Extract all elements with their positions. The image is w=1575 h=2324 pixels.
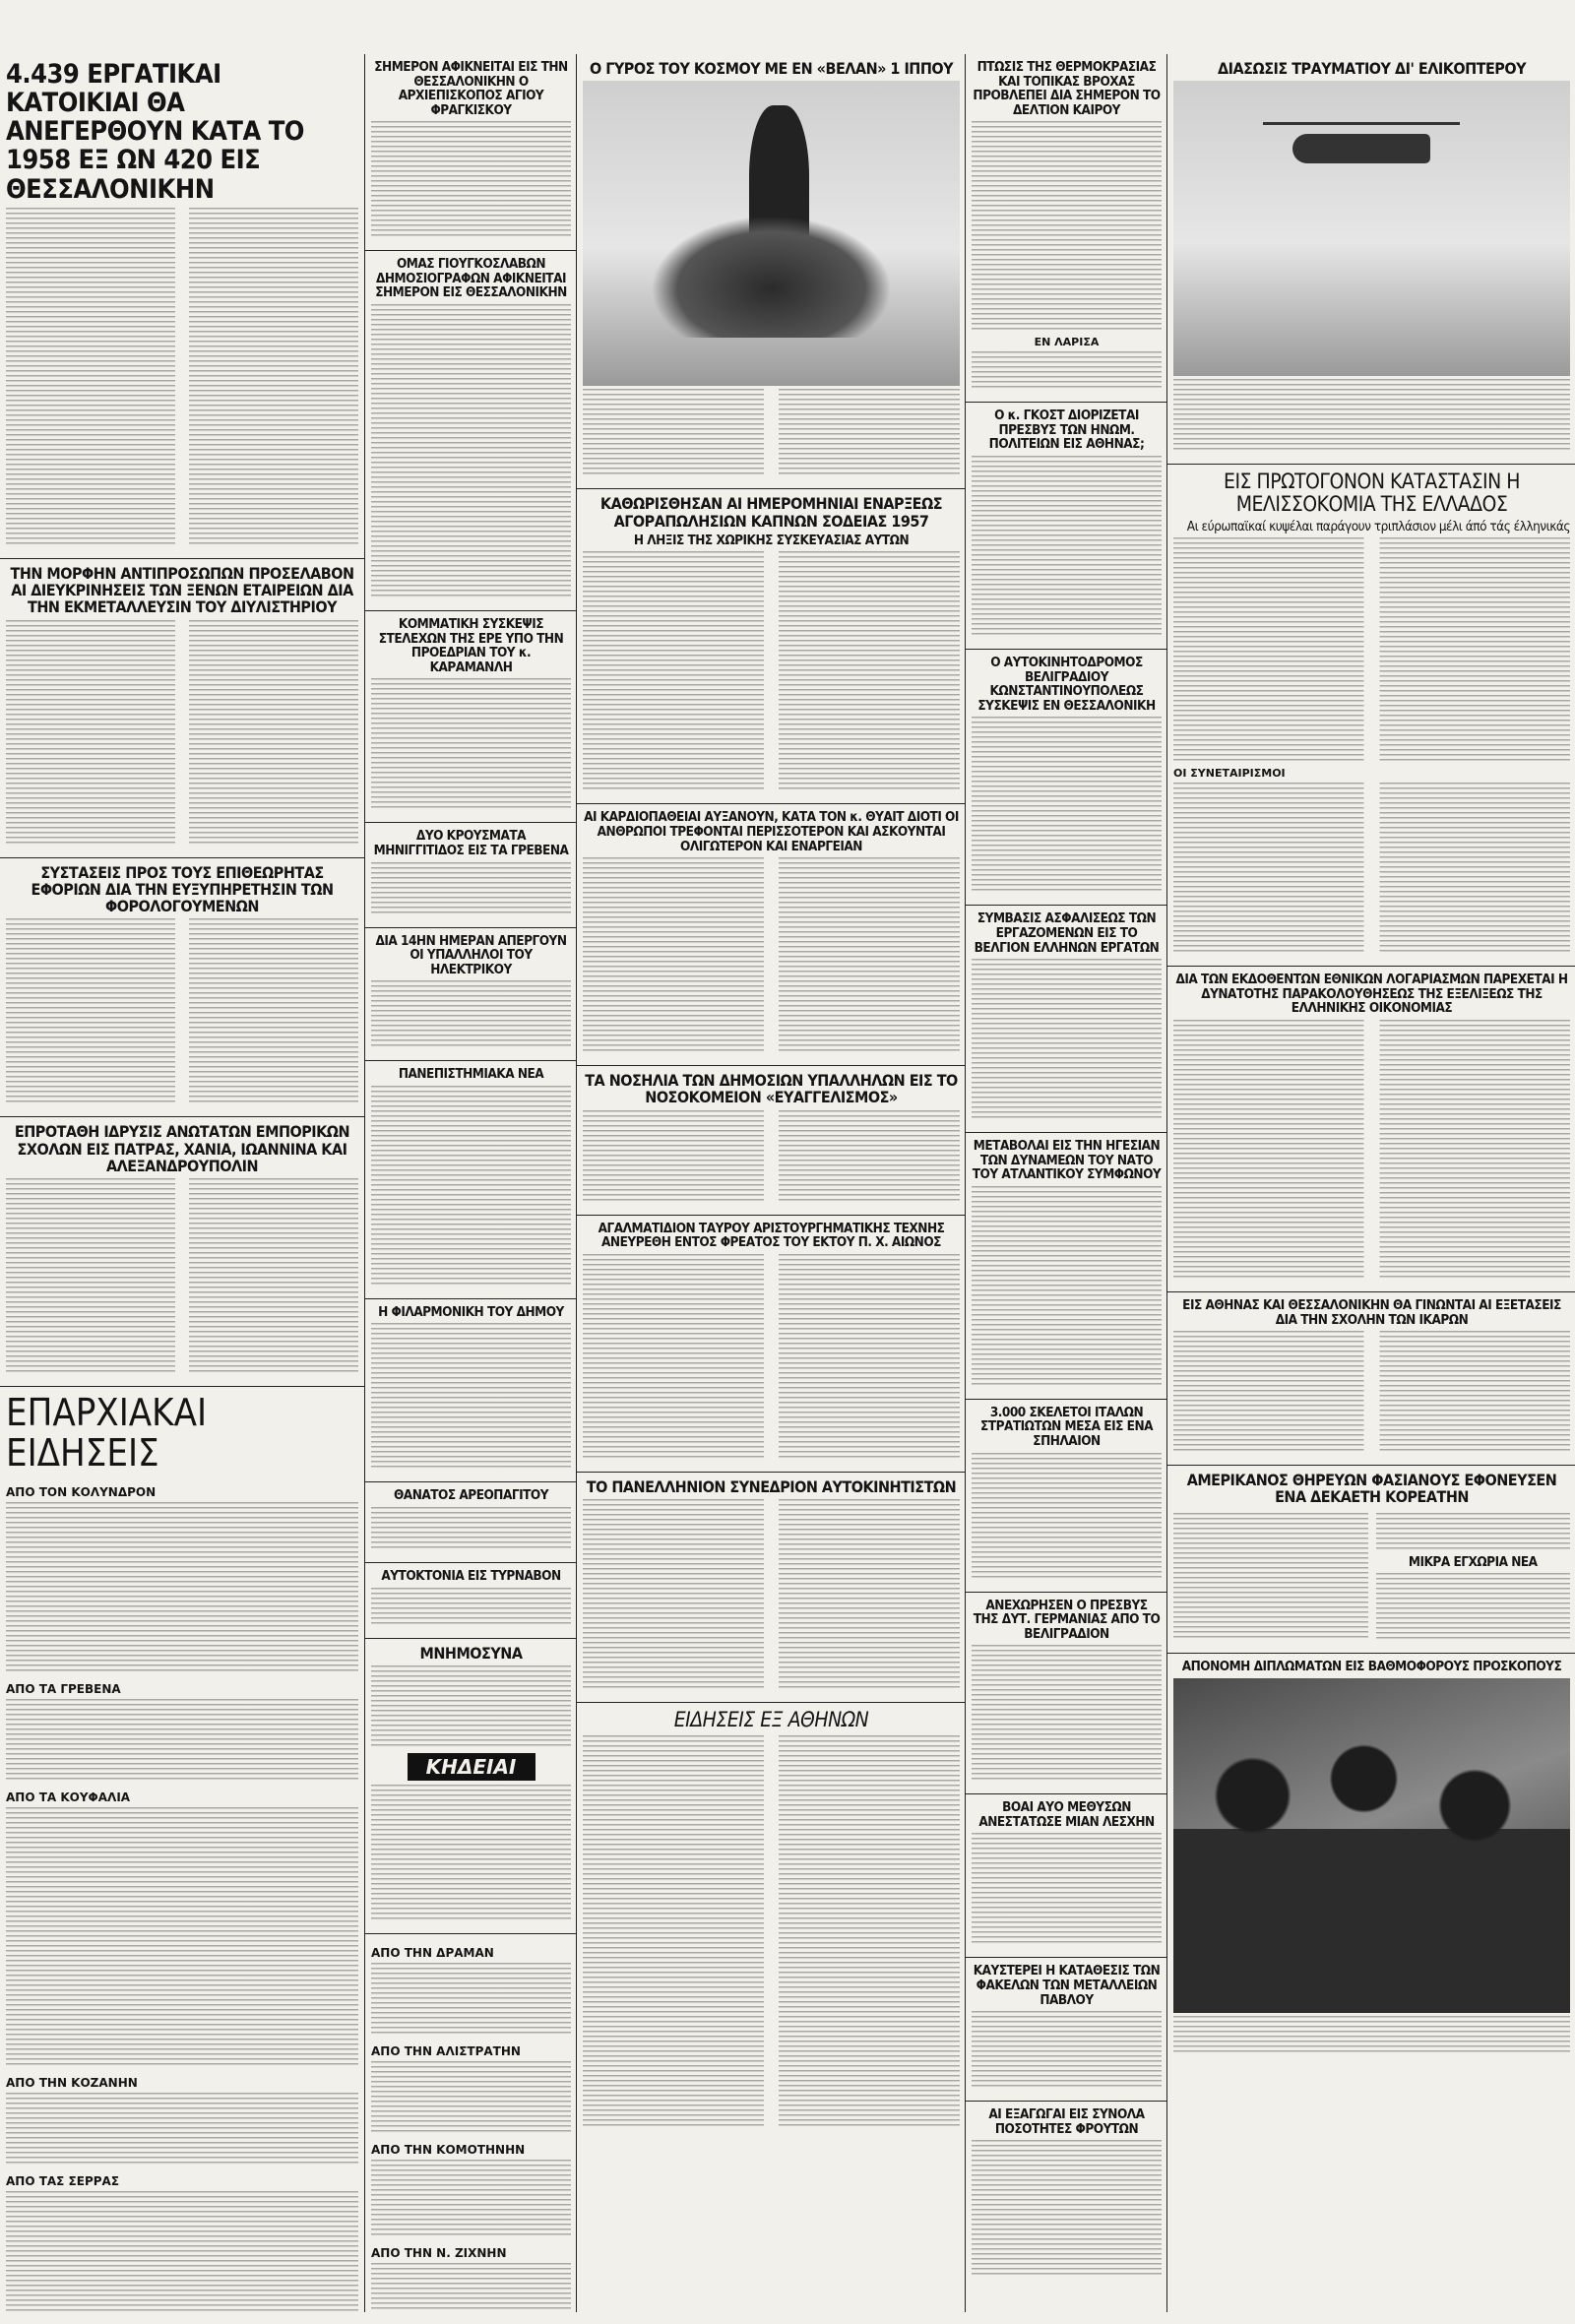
body-cooperatives — [1173, 783, 1570, 955]
story-drunks — [966, 1794, 1167, 1958]
body-university — [371, 1086, 571, 1288]
subheadline-beekeeping: Αι εύρωπαϊκαί κυψέλαι παράγουν τριπλάσιον μέλι άπό τάς έλληνικάς — [1186, 518, 1570, 534]
story-bull-statuette — [577, 1216, 966, 1473]
body-journalists — [371, 304, 571, 599]
story-fruit-exports — [966, 2102, 1167, 2289]
caption-scouts — [1173, 2016, 1570, 2055]
headline-motorists-congress: ΤΟ ΠΑΝΕΛΛΗΝΙΟΝ ΣΥΝΕΔΡΙΟΝ ΑΥΤΟΚΙΝΗΤΙΣΤΩΝ — [586, 1476, 957, 1496]
local-news-box — [1376, 1510, 1571, 1646]
headline-helicopter: ΔΙΑΣΩΣΙΣ ΤΡΑΥΜΑΤΙΟΥ ΔΙ' ΕΛΙΚΟΠΤΕΡΟΥ — [1218, 59, 1526, 78]
headline-highway: Ο ΑΥΤΟΚΙΝΗΤΟΔΡΟΜΟΣ ΒΕΛΙΓΡΑΔΙΟΥ ΚΩΝΣΤΑΝΤΙΝΟΥΠΟΛΕΩΣ ΣΥΣΚΕΨΙΣ ΕΝ ΘΕΣΣΑΛΟΝΙΚΗ — [977, 655, 1156, 714]
body-nato — [972, 1186, 1162, 1388]
body-pheasant-hunter-cont — [1376, 1513, 1571, 1552]
body-mines — [972, 2011, 1162, 2090]
headline-drunks: ΒΟΑΙ ΑΥΟ ΜΕΘΥΣΩΝ ΑΝΕΣΤΑΤΩΣΕ ΜΙΑΝ ΛΕΣΧΗΝ — [978, 1799, 1155, 1830]
photo-helicopter — [1173, 81, 1570, 376]
body-world-tour — [583, 389, 960, 477]
headline-philharmonic: Η ΦΙΛΑΡΜΟΝΙΚΗ ΤΟΥ ΔΗΜΟΥ — [378, 1303, 564, 1320]
story-icarus-school — [1167, 1292, 1575, 1466]
body-pheasant-hunter — [1173, 1513, 1368, 1641]
body-philharmonic — [371, 1323, 571, 1471]
body-drunks — [972, 1833, 1162, 1946]
headline-insurance: ΣΥΜΒΑΣΙΣ ΑΣΦΑΛΙΣΕΩΣ ΤΩΝ ΕΡΓΑΖΟΜΕΝΩΝ ΕΙΣ ΤΟ ΒΕΛΓΙΟΝ ΕΛΛΗΝΩΝ ΕΡΓΑΤΩΝ — [974, 911, 1160, 956]
body-commercial-schools — [6, 1178, 358, 1375]
story-philharmonic — [365, 1299, 577, 1483]
story-ambassador — [966, 403, 1167, 650]
body-judge-death — [371, 1507, 571, 1551]
subhead-serres: ΑΠΟ ΤΑΣ ΣΕΡΡΑΣ — [6, 2174, 120, 2189]
headline-scouts: ΑΠΟΝΟΜΗ ΔΙΠΛΩΜΑΤΩΝ ΕΙΣ ΒΑΘΜΟΦΟΡΟΥΣ ΠΡΟΣΚΟΠΟΥΣ — [1181, 1659, 1562, 1675]
story-pheasant-hunter — [1167, 1466, 1575, 1654]
story-tax-offices — [0, 858, 364, 1118]
body-kolyndros — [6, 1502, 358, 1674]
story-athens-news — [577, 1703, 966, 2140]
story-skeletons — [966, 1400, 1167, 1593]
body-zichni — [371, 2263, 571, 2312]
body-archbishop — [371, 121, 571, 239]
headline-refinery: ΤΗΝ ΜΟΡΦΗΝ ΑΝΤΙΠΡΟΣΩΠΩΝ ΠΡΟΣΕΛΑΒΟΝ ΑΙ ΔΙΕΥΚΡΙΝΗΣΕΙΣ ΤΩΝ ΞΕΝΩΝ ΕΤΑΙΡΕΙΩΝ ΔΙΑ ΤΗΝ ΕΚΜΕΤΑΛΛΕΥΣΙΝ ΤΟΥ ΔΙΥΛΙΣΤΗΡΙΟΥ — [10, 563, 354, 617]
body-ambassador-departs — [972, 1645, 1162, 1783]
lead-headline: 4.439 ΕΡΓΑΤΙΚΑΙ ΚΑΤΟΙΚΙΑΙ ΘΑ ΑΝΕΓΕΡΘΟΥΝ ΚΑΤΑ ΤΟ 1958 ΕΞ ΩΝ 420 ΕΙΣ ΘΕΣΣΑΛΟΝΙΚΗΝ — [6, 59, 304, 205]
headline-memorials: ΜΝΗΜΟΣΥΝΑ — [419, 1643, 523, 1663]
body-skeletons — [972, 1453, 1162, 1581]
headline-skeletons: 3.000 ΣΚΕΛΕΤΟΙ ΙΤΑΛΩΝ ΣΤΡΑΤΙΩΤΩΝ ΜΕΣΑ ΕΙΣ ΕΝΑ ΣΠΗΛΑΙΟΝ — [979, 1404, 1154, 1449]
funerals-box: ΚΗΔΕΙΑΙ — [408, 1753, 536, 1781]
kicker-cooperatives: ΟΙ ΣΥΝΕΤΑΙΡΙΣΜΟΙ — [1173, 767, 1286, 781]
provincial-news-banner: ΕΠΑΡΧΙΑΚΑΙ ΕΙΔΗΣΕΙΣ — [6, 1391, 208, 1476]
body-meningitis — [371, 862, 571, 916]
headline-party-meeting: ΚΟΜΜΑΤΙΚΗ ΣΥΣΚΕΨΙΣ ΣΤΕΛΕΧΩΝ ΤΗΣ ΕΡΕ ΥΠΟ ΤΗΝ ΠΡΟΕΔΡΙΑΝ ΤΟΥ κ. ΚΑΡΑΜΑΝΛΗ — [378, 616, 564, 675]
headline-athens-news: ΕΙΔΗΣΕΙΣ ΕΞ ΑΘΗΝΩΝ — [673, 1708, 869, 1732]
headline-judge-death: ΘΑΝΑΤΟΣ ΑΡΕΟΠΑΓΙΤΟΥ — [393, 1487, 549, 1504]
story-suicide — [365, 1563, 577, 1639]
body-highway — [972, 717, 1162, 894]
body-motorists-congress — [583, 1499, 960, 1691]
story-motorists-congress — [577, 1473, 966, 1703]
headline-commercial-schools: ΕΠΡΟΤΑΘΗ ΙΔΡΥΣΙΣ ΑΝΩΤΑΤΩΝ ΕΜΠΟΡΙΚΩΝ ΣΧΟΛΩΝ ΕΙΣ ΠΑΤΡΑΣ, ΧΑΝΙΑ, ΙΩΑΝΝΙΝΑ ΚΑΙ ΑΛΕΞΑΝΔΡΟΥΠΟΛΙΝ — [14, 1122, 350, 1175]
body-koufalia — [6, 1807, 358, 2068]
story-mines — [966, 1958, 1167, 2102]
body-strike — [371, 980, 571, 1049]
subhead-koufalia: ΑΠΟ ΤΑ ΚΟΥΦΑΛΙΑ — [6, 1790, 131, 1805]
body-hospital-fees — [583, 1110, 960, 1204]
headline-fruit-exports: ΑΙ ΕΞΑΓΩΓΑΙ ΕΙΣ ΣΥΝΟΛΑ ΠΟΣΟΤΗΤΕΣ ΦΡΟΥΤΩΝ — [988, 2106, 1145, 2137]
body-heart-disease — [583, 857, 960, 1054]
subheadline-tobacco: Η ΛΗΞΙΣ ΤΗΣ ΧΩΡΙΚΗΣ ΣΥΣΚΕΥΑΣΙΑΣ ΑΥΤΩΝ — [633, 532, 910, 548]
headline-icarus-school: ΕΙΣ ΑΘΗΝΑΣ ΚΑΙ ΘΕΣΣΑΛΟΝΙΚΗΝ ΘΑ ΓΙΝΩΝΤΑΙ ΑΙ ΕΞΕΤΑΣΕΙΣ ΔΙΑ ΤΗΝ ΣΧΟΛΗΝ ΤΩΝ ΙΚΑΡΩΝ — [1182, 1296, 1561, 1328]
body-memorials — [371, 1665, 571, 1749]
body-drama — [371, 1963, 571, 2037]
subhead-zichni: ΑΠΟ ΤΗΝ Ν. ΖΙΧΝΗΝ — [371, 2245, 507, 2260]
subhead-drama: ΑΠΟ ΤΗΝ ΔΡΑΜΑΝ — [371, 1945, 494, 1960]
story-refinery — [0, 559, 364, 858]
story-journalists — [365, 251, 577, 611]
body-tobacco — [583, 551, 960, 792]
column-2 — [364, 54, 577, 2312]
story-national-accounts — [1167, 967, 1575, 1292]
story-judge-death — [365, 1482, 577, 1563]
body-kozani — [6, 2093, 358, 2167]
headline-local-news: ΜΙΚΡΑ ΕΓΧΩΡΙΑ ΝΕΑ — [1408, 1553, 1538, 1570]
headline-tobacco: ΚΑΘΩΡΙΣΘΗΣΑΝ ΑΙ ΗΜΕΡΟΜΗΝΙΑΙ ΕΝΑΡΞΕΩΣ ΑΓΟΡΑΠΩΛΗΣΙΩΝ ΚΑΠΝΩΝ ΣΟΔΕΙΑΣ 1957 — [599, 494, 943, 531]
headline-university: ΠΑΝΕΠΙΣΤΗΜΙΑΚΑ ΝΕΑ — [398, 1066, 544, 1083]
story-hospital-fees — [577, 1066, 966, 1216]
subhead-alistrati: ΑΠΟ ΤΗΝ ΑΛΙΣΤΡΑΤΗΝ — [371, 2043, 521, 2058]
story-world-tour — [577, 54, 966, 489]
lead-story — [0, 54, 364, 559]
body-party-meeting — [371, 678, 571, 811]
story-university — [365, 1061, 577, 1299]
helicopter-icon — [1292, 134, 1430, 163]
headline-weather: ΠΤΩΣΙΣ ΤΗΣ ΘΕΡΜΟΚΡΑΣΙΑΣ ΚΑΙ ΤΟΠΙΚΑΣ ΒΡΟΧΑΣ ΠΡΟΒΛΕΠΕΙ ΔΙΑ ΣΗΜΕΡΟΝ ΤΟ ΔΕΛΤΙΟΝ ΚΑΙΡΟΥ — [973, 59, 1161, 118]
photo-crowd — [1173, 1678, 1570, 2013]
headline-pheasant-hunter: ΑΜΕΡΙΚΑΝΟΣ ΘΗΡΕΥΩΝ ΦΑΣΙΑΝΟΥΣ ΕΦΟΝΕΥΣΕΝ ΕΝΑ ΔΕΚΑΕΤΗ ΚΟΡΕΑΤΗΝ — [1186, 1471, 1557, 1507]
story-helicopter — [1167, 54, 1575, 465]
body-beekeeping — [1173, 537, 1570, 764]
body-grevena — [6, 1699, 358, 1783]
body-komotini — [371, 2160, 571, 2238]
body-athens-news — [583, 1735, 960, 2129]
body-national-accounts — [1173, 1020, 1570, 1281]
body-bull-statuette — [583, 1254, 960, 1461]
body-serres — [6, 2191, 358, 2312]
headline-strike: ΔΙΑ 14ΗΝ ΗΜΕΡΑΝ ΑΠΕΡΓΟΥΝ ΟΙ ΥΠΑΛΛΗΛΟΙ ΤΟΥ ΗΛΕΚΤΡΙΚΟΥ — [375, 932, 567, 977]
column-1 — [0, 54, 364, 2312]
body-local-news — [1376, 1573, 1571, 1642]
headline-beekeeping: ΕΙΣ ΠΡΩΤΟΓΟΝΟΝ ΚΑΤΑΣΤΑΣΙΝ Η ΜΕΛΙΣΣΟΚΟΜΙΑ ΤΗΣ ΕΛΛΑΔΟΣ — [1224, 470, 1520, 516]
story-archbishop — [365, 54, 577, 251]
body-alistrati — [371, 2061, 571, 2135]
story-beekeeping — [1167, 465, 1575, 967]
caption-helicopter — [1173, 379, 1570, 453]
kicker-larisa: ΕΝ ΛΑΡΙΣΑ — [1034, 336, 1100, 349]
column-4 — [965, 54, 1167, 2312]
subhead-kozani: ΑΠΟ ΤΗΝ ΚΟΖΑΝΗΝ — [6, 2076, 138, 2091]
headline-national-accounts: ΔΙΑ ΤΩΝ ΕΚΔΟΘΕΝΤΩΝ ΕΘΝΙΚΩΝ ΛΟΓΑΡΙΑΣΜΩΝ ΠΑΡΕΧΕΤΑΙ Η ΔΥΝΑΤΟΤΗΣ ΠΑΡΑΚΟΛΟΥΘΗΣΕΩΣ ΤΗΣ ΕΞΕΛΙΞΕΩΣ ΤΗΣ ΕΛΛΗΝΙΚΗΣ ΟΙΚΟΝΟΜΙΑΣ — [1175, 972, 1568, 1017]
provincial-right — [365, 1934, 577, 2312]
story-ambassador-departs — [966, 1593, 1167, 1795]
lead-body — [6, 208, 358, 547]
body-ambassador — [972, 456, 1162, 638]
body-tax-offices — [6, 918, 358, 1105]
headline-archbishop: ΣΗΜΕΡΟΝ ΑΦΙΚΝΕΙΤΑΙ ΕΙΣ ΤΗΝ ΘΕΣΣΑΛΟΝΙΚΗΝ Ο ΑΡΧΙΕΠΙΣΚΟΠΟΣ ΑΓΙΟΥ ΦΡΑΓΚΙΣΚΟΥ — [374, 59, 568, 118]
story-insurance — [966, 906, 1167, 1133]
subhead-komotini: ΑΠΟ ΤΗΝ ΚΟΜΟΤΗΝΗΝ — [371, 2142, 526, 2157]
subhead-kolyndros: ΑΠΟ ΤΟΝ ΚΟΛΥΝΔΡΟΝ — [6, 1485, 157, 1500]
body-funerals — [371, 1785, 571, 1922]
headline-nato: ΜΕΤΑΒΟΛΑΙ ΕΙΣ ΤΗΝ ΗΓΕΣΙΑΝ ΤΩΝ ΔΥΝΑΜΕΩΝ ΤΟΥ ΝΑΤΟ ΤΟΥ ΑΤΛΑΝΤΙΚΟΥ ΣΥΜΦΩΝΟΥ — [972, 1138, 1162, 1183]
provincial-left — [6, 1477, 358, 2312]
body-larisa — [972, 351, 1162, 391]
headline-ambassador-departs: ΑΝΕΧΩΡΗΣΕΝ Ο ΠΡΕΣΒΥΣ ΤΗΣ ΔΥΤ. ΓΕΡΜΑΝΙΑΣ ΑΠΟ ΤΟ ΒΕΛΙΓΡΑΔΙΟΝ — [973, 1597, 1161, 1642]
story-commercial-schools — [0, 1117, 364, 1387]
headline-ambassador: Ο κ. ΓΚΟΣΤ ΔΙΟΡΙΖΕΤΑΙ ΠΡΕΣΒΥΣ ΤΩΝ ΗΝΩΜ. ΠΟΛΙΤΕΙΩΝ ΕΙΣ ΑΘΗΝΑΣ; — [988, 408, 1145, 453]
body-icarus-school — [1173, 1331, 1570, 1454]
provincial-news — [0, 1387, 364, 2312]
story-nato — [966, 1133, 1167, 1400]
column-3 — [576, 54, 966, 2312]
headline-suicide: ΑΥΤΟΚΤΟΝΙΑ ΕΙΣ ΤΥΡΝΑΒΟΝ — [381, 1567, 561, 1584]
photo-scooter — [583, 81, 960, 386]
body-suicide — [371, 1588, 571, 1627]
story-highway — [966, 650, 1167, 906]
headline-mines: ΚΑΥΣΤΕΡΕΙ Η ΚΑΤΑΘΕΣΙΣ ΤΩΝ ΦΑΚΕΛΩΝ ΤΩΝ ΜΕΤΑΛΛΕΙΩΝ ΠΑΒΛΟΥ — [973, 1963, 1161, 2008]
photo-scouts — [1173, 1678, 1570, 2013]
subhead-grevena: ΑΠΟ ΤΑ ΓΡΕΒΕΝΑ — [6, 1682, 121, 1697]
headline-hospital-fees: ΤΑ ΝΟΣΗΛΙΑ ΤΩΝ ΔΗΜΟΣΙΩΝ ΥΠΑΛΛΗΛΩΝ ΕΙΣ ΤΟ ΝΟΣΟΚΟΜΕΙΟΝ «ΕΥΑΓΓΕΛΙΣΜΟΣ» — [585, 1071, 958, 1107]
photo-car — [651, 216, 892, 338]
body-refinery — [6, 620, 358, 847]
story-strike — [365, 928, 577, 1062]
story-memorials — [365, 1639, 577, 1934]
headline-journalists: ΟΜΑΣ ΓΙΟΥΓΚΟΣΛΑΒΩΝ ΔΗΜΟΣΙΟΓΡΑΦΩΝ ΑΦΙΚΝΕΙΤΑΙ ΣΗΜΕΡΟΝ ΕΙΣ ΘΕΣΣΑΛΟΝΙΚΗΝ — [375, 256, 567, 301]
headline-world-tour: Ο ΓΥΡΟΣ ΤΟΥ ΚΟΣΜΟΥ ΜΕ ΕΝ «ΒΕΛΑΝ» 1 ΙΠΠΟΥ — [589, 59, 954, 78]
column-5 — [1166, 54, 1575, 2312]
story-tobacco — [577, 489, 966, 804]
story-party-meeting — [365, 611, 577, 823]
body-insurance — [972, 959, 1162, 1121]
body-fruit-exports — [972, 2140, 1162, 2278]
story-heart-disease — [577, 804, 966, 1066]
body-weather — [972, 121, 1162, 333]
story-meningitis — [365, 823, 577, 927]
story-weather — [966, 54, 1167, 403]
headline-tax-offices: ΣΥΣΤΑΣΕΙΣ ΠΡΟΣ ΤΟΥΣ ΕΠΙΘΕΩΡΗΤΑΣ ΕΦΟΡΙΩΝ ΔΙΑ ΤΗΝ ΕΥΞΥΠΗΡΕΤΗΣΙΝ ΤΩΝ ΦΟΡΟΛΟΓΟΥΜΕΝΩΝ — [31, 862, 334, 916]
headline-meningitis: ΔΥΟ ΚΡΟΥΣΜΑΤΑ ΜΗΝΙΓΓΙΤΙΔΟΣ ΕΙΣ ΤΑ ΓΡΕΒΕΝΑ — [373, 828, 569, 858]
headline-bull-statuette: ΑΓΑΛΜΑΤΙΔΙΟΝ ΤΑΥΡΟΥ ΑΡΙΣΤΟΥΡΓΗΜΑΤΙΚΗΣ ΤΕΧΝΗΣ ΑΝΕΥΡΕΘΗ ΕΝΤΟΣ ΦΡΕΑΤΟΣ ΤΟΥ ΕΚΤΟΥ Π. Χ. ΑΙΩΝΟΣ — [598, 1220, 945, 1251]
story-scouts — [1167, 1654, 1575, 2066]
headline-heart-disease: ΑΙ ΚΑΡΔΙΟΠΑΘΕΙΑΙ ΑΥΞΑΝΟΥΝ, ΚΑΤΑ ΤΟΝ κ. ΘΥΑΙΤ ΔΙΟΤΙ ΟΙ ΑΝΘΡΩΠΟΙ ΤΡΕΦΟΝΤΑΙ ΠΕΡΙΣΣΟΤΕΡΟΝ ΚΑΙ ΑΣΚΟΥΝΤΑΙ ΟΛΙΓΩΤΕΡΟΝ ΚΑΙ ΕΝΑΡΓΕΙΑΝ — [584, 809, 959, 854]
